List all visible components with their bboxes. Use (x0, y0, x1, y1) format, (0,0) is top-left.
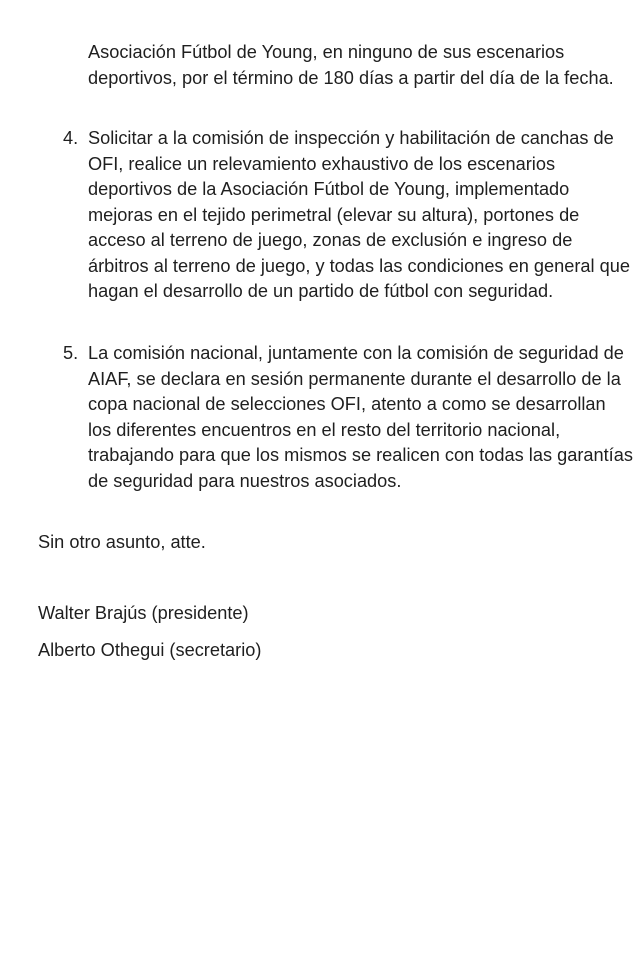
list-item-text: Solicitar a la comisión de inspección y habilitación de canchas de OFI, realice un relevamiento exhaustivo de los escenarios deportivos de la Asociación Fútbol de Young, implementado mejoras en el tejido perimetral (elevar su altura), portones de acceso al terreno de juego, zonas de exclusión e ingreso de árbitros al terreno de juego, y todas las condiciones en general que hagan el desarrollo de un partido de fútbol con seguridad. (88, 128, 630, 301)
list-item-text: La comisión nacional, juntamente con la comisión de seguridad de AIAF, se declara en sesión permanente durante el desarrollo de la copa nacional de selecciones OFI, atento a como se desarrollan los diferentes encuentros en el resto del territorio nacional, trabajando para que los mismos se realicen con todas las garantías de seguridad para nuestros asociados. (88, 343, 633, 491)
signature-secretary: Alberto Othegui (secretario) (38, 640, 262, 660)
list-item-number: 4. (63, 128, 79, 148)
continuation-paragraph: Asociación Fútbol de Young, en ninguno de sus escenarios deportivos, por el término de 180 días a partir del día de la fecha. (88, 42, 614, 88)
list-item-number: 5. (63, 343, 79, 363)
closing-line: Sin otro asunto, atte. (38, 532, 206, 552)
signature-president: Walter Brajús (presidente) (38, 603, 249, 623)
